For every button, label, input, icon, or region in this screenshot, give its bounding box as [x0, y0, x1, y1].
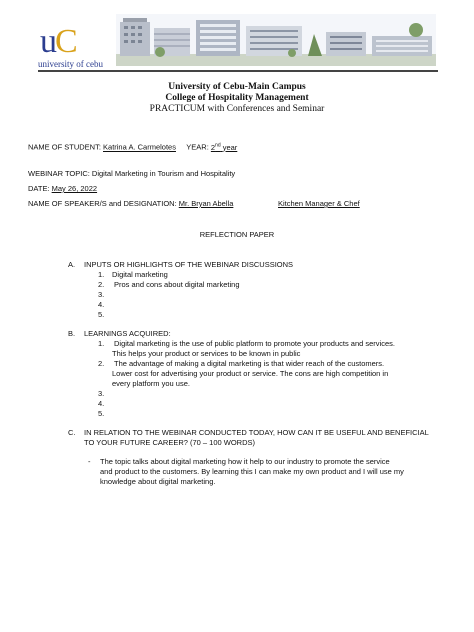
logo-mark-c: C — [55, 23, 76, 60]
university-logo — [38, 24, 110, 68]
header-divider — [38, 70, 438, 72]
section-a-item-text: Digital marketing — [112, 270, 168, 279]
speaker-line — [28, 199, 233, 209]
speaker-label: NAME OF SPEAKER/S and DESIGNATION: — [28, 199, 177, 208]
logo-mark-u: u — [40, 23, 55, 60]
webinar-topic-label: WEBINAR TOPIC: — [28, 169, 90, 178]
section-c-bullet: - — [88, 457, 91, 466]
section-b-item-number: 3. — [98, 389, 105, 398]
speaker-name: Mr. Bryan Abella — [178, 199, 234, 208]
section-a-item-number: 5. — [98, 310, 105, 319]
section-c-letter: C. — [68, 428, 76, 437]
course-title: PRACTICUM with Conferences and Seminar — [149, 104, 325, 114]
section-b-item-text: This helps your product or services to be known in public — [112, 349, 301, 358]
campus-buildings-image — [116, 14, 436, 66]
section-b-item-number: 5. — [98, 409, 105, 418]
section-b-item-text: Digital marketing is the use of public platform to promote your products and services. — [114, 339, 395, 348]
year-number: 2 — [210, 142, 216, 152]
section-b-item-number: 1. — [98, 339, 105, 348]
date-label: DATE: — [28, 184, 50, 193]
university-campus-title: University of Cebu-Main Campus — [168, 82, 306, 92]
logo-mark — [40, 24, 76, 60]
section-a-heading: INPUTS OR HIGHLIGHTS OF THE WEBINAR DISCUSSIONS — [84, 260, 294, 269]
section-b-letter: B. — [68, 329, 76, 338]
section-c-heading: TO YOUR FUTURE CAREER? (70 – 100 WORDS) — [84, 438, 256, 447]
year-word: year — [222, 142, 238, 152]
section-c-answer-text: and product to the customers. By learning this I can make my own product and I will use my — [100, 467, 404, 476]
section-a-item-text: Pros and cons about digital marketing — [114, 280, 240, 289]
section-b-item-text: every platform you use. — [112, 379, 190, 388]
section-a-item-number: 3. — [98, 290, 105, 299]
college-title: College of Hospitality Management — [165, 93, 309, 103]
logo-university-name: university of cebu — [38, 59, 103, 69]
year-ordinal: nd — [215, 142, 221, 148]
section-a-item-number: 2. — [98, 280, 105, 289]
section-c-answer-text: knowledge about digital marketing. — [100, 477, 216, 486]
section-b-item-text: The advantage of making a digital marketing is that wider reach of the customers. — [114, 359, 385, 368]
section-a-item-number: 1. — [98, 270, 105, 279]
reflection-paper-title: REFLECTION PAPER — [199, 230, 275, 239]
section-b-item-number: 2. — [98, 359, 105, 368]
section-b-item-number: 4. — [98, 399, 105, 408]
year-label: YEAR: — [186, 142, 209, 152]
student-info-line — [28, 140, 237, 153]
section-b-item-text: Lower cost for advertising your product or service. The cons are high competition in — [112, 369, 389, 378]
year-value — [211, 143, 237, 152]
section-a-item-number: 4. — [98, 300, 105, 309]
section-a-letter: A. — [68, 260, 76, 269]
webinar-topic: Digital Marketing in Tourism and Hospitality — [91, 169, 236, 178]
webinar-topic-line — [28, 169, 235, 179]
student-name-label: NAME OF STUDENT: — [28, 142, 101, 152]
section-b-heading: LEARNINGS ACQUIRED: — [84, 329, 171, 338]
section-c-heading: IN RELATION TO THE WEBINAR CONDUCTED TODAY, HOW CAN IT BE USEFUL AND BENEFICIAL — [84, 428, 429, 437]
section-c-answer-text: The topic talks about digital marketing how it help to our industry to promote the service — [100, 457, 390, 466]
date-value: May 26, 2022 — [51, 184, 98, 193]
speaker-designation: Kitchen Manager & Chef — [278, 199, 360, 208]
date-line — [28, 184, 97, 194]
student-name: Katrina A. Carmelotes — [103, 142, 176, 152]
